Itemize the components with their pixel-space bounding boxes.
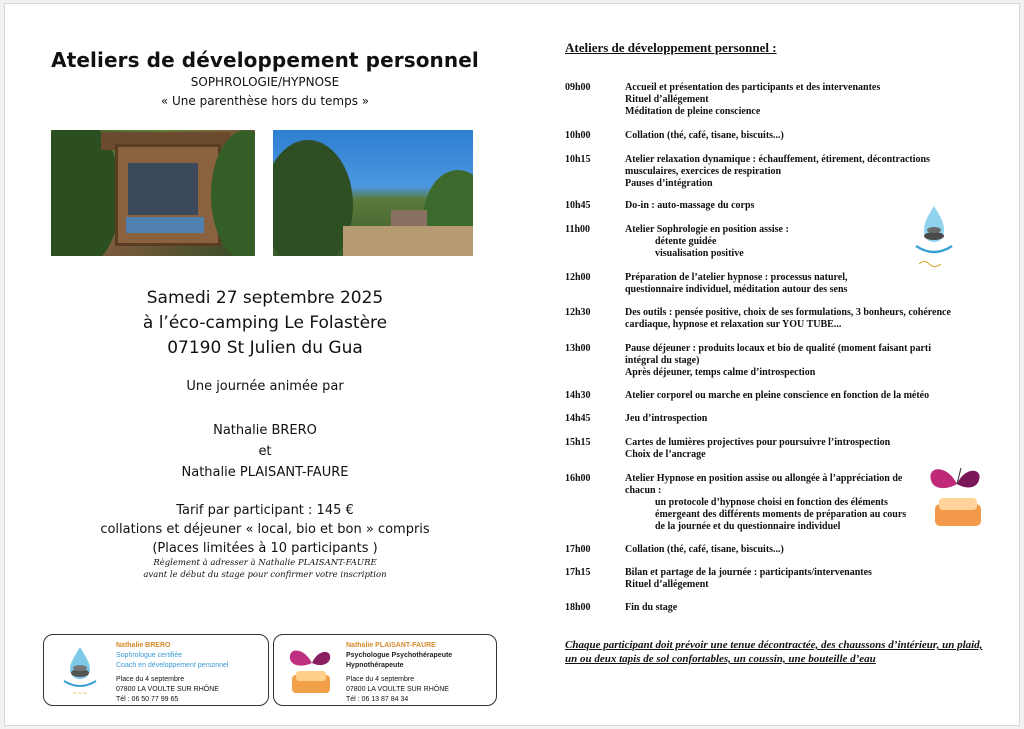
program-description	[625, 154, 985, 190]
program-time: 10h15	[565, 154, 591, 165]
price-line: Tarif par participant : 145 €	[176, 503, 354, 518]
cabin-photo	[51, 130, 255, 256]
card-address-1: Place du 4 septembre	[346, 676, 415, 683]
program-line: Préparation de l’atelier hypnose : processus naturel,	[625, 272, 848, 283]
program-line: Choix de l’ancrage	[625, 449, 706, 460]
program-line: Fin du stage	[625, 602, 678, 613]
program-line: un protocole d’hypnose choisi en fonction des éléments	[655, 497, 888, 508]
date-line: Samedi 27 septembre 2025	[146, 288, 384, 308]
program-line: Atelier relaxation dynamique : échauffement, étirement, décontractions	[625, 154, 930, 165]
program-time: 11h00	[565, 224, 591, 235]
card-phone: Tél : 06 50 77 99 65	[116, 696, 179, 703]
main-title: Ateliers de développement personnel	[51, 48, 479, 72]
card-name: Nathalie BRERO	[116, 642, 171, 649]
program-line: Collation (thé, café, tisane, biscuits...)	[625, 130, 784, 141]
program-description	[625, 343, 985, 379]
program-title: Ateliers de développement personnel :	[565, 40, 777, 55]
card-address-2: 07800 LA VOULTE SUR RHÔNE	[346, 686, 449, 693]
program-line: Atelier Hypnose en position assise ou allongée à l’appréciation de	[625, 473, 903, 484]
program-time: 12h30	[565, 307, 591, 318]
program-time: 18h00	[565, 602, 591, 613]
program-line: détente guidée	[655, 236, 717, 247]
program-time: 16h00	[565, 473, 591, 484]
program-description	[625, 390, 985, 402]
pricing	[5, 501, 525, 558]
program-time: 12h00	[565, 272, 591, 283]
sophrology-logo-icon	[911, 200, 957, 276]
program-line: Rituel d’allégement	[625, 579, 709, 590]
program-time: 14h45	[565, 413, 591, 424]
venue-line: à l’éco-camping Le Folastère	[142, 313, 388, 333]
hosts	[5, 420, 525, 483]
program-description	[625, 544, 985, 556]
program-description	[625, 82, 985, 118]
program-time: 15h15	[565, 437, 591, 448]
card-address-2: 07800 LA VOULTE SUR RHÔNE	[116, 686, 219, 693]
sophrology-logo-icon	[58, 643, 102, 697]
program-description	[625, 130, 985, 142]
program-line: visualisation positive	[655, 248, 744, 259]
program-panel	[545, 4, 1015, 725]
program-line: émergeant des différents moments de préparation au cours	[655, 509, 907, 520]
event-date-place	[5, 286, 525, 361]
payment-note-line: Règlement à adresser à Nathalie PLAISANT-FAURE	[153, 558, 377, 568]
svg-text:~~~: ~~~	[72, 690, 88, 697]
program-line: Collation (thé, café, tisane, biscuits...)	[625, 544, 784, 555]
equipment-note: Chaque participant doit prévoir une tenue décontractée, des chaussons d’intérieur, un plaid, un ou deux tapis de sol confortables, un coussin, une bouteille d’eau	[565, 639, 983, 665]
program-line: Rituel d’allégement	[625, 94, 709, 105]
program-line: Méditation de pleine conscience	[625, 106, 761, 117]
card-role-1: Psychologue Psychothérapeute	[346, 652, 453, 659]
program-line: cardiaque, hypnose et relaxation sur YOU TUBE...	[625, 319, 842, 330]
tagline: « Une parenthèse hors du temps »	[160, 94, 370, 108]
payment-note-line: avant le début du stage pour confirmer votre inscription	[143, 570, 387, 580]
places-line: (Places limitées à 10 participants )	[152, 541, 378, 556]
animated-by: Une journée animée par	[186, 379, 344, 394]
butterfly-icon	[921, 460, 991, 534]
camping-photo	[273, 130, 473, 256]
card-role-1: Sophrologue certifiée	[116, 652, 183, 659]
program-line: Atelier corporel ou marche en pleine conscience en fonction de la météo	[625, 390, 930, 401]
program-line: Accueil et présentation des participants et des intervenantes	[625, 82, 881, 93]
program-line: Après déjeuner, temps calme d’introspection	[625, 367, 816, 378]
left-panel	[5, 4, 525, 725]
card-name: Nathalie PLAISANT-FAURE	[346, 642, 436, 649]
program-line: Des outils : pensée positive, choix de ses formulations, 3 bonheurs, cohérence	[625, 307, 951, 318]
butterfly-logo-icon	[282, 641, 340, 699]
program-description	[625, 413, 985, 425]
program-line: Cartes de lumières projectives pour poursuivre l’introspection	[625, 437, 891, 448]
program-line: Jeu d’introspection	[625, 413, 708, 424]
program-time: 17h15	[565, 567, 591, 578]
card-phone: Tél : 06 13 87 84 34	[346, 696, 409, 703]
program-line: Do-in : auto-massage du corps	[625, 200, 755, 211]
card-role-2: Coach en développement personnel	[116, 662, 229, 669]
program-description	[625, 567, 985, 591]
program-line: Bilan et partage de la journée : participants/intervenantes	[625, 567, 872, 578]
program-time: 09h00	[565, 82, 591, 93]
program-time: 10h45	[565, 200, 591, 211]
included-line: collations et déjeuner « local, bio et bon » compris	[100, 522, 430, 537]
program-line: musculaires, exercices de respiration	[625, 166, 782, 177]
program-description	[625, 307, 985, 331]
program-time: 17h00	[565, 544, 591, 555]
flyer-page	[4, 3, 1020, 726]
program-line: de la journée et du questionnaire individuel	[655, 521, 841, 532]
program-line: intégral du stage)	[625, 355, 700, 366]
program-time: 14h30	[565, 390, 591, 401]
program-line: Atelier Sophrologie en position assise :	[625, 224, 789, 235]
card-role-2: Hypnothérapeute	[346, 662, 404, 669]
program-line: Pauses d’intégration	[625, 178, 713, 189]
business-card-plaisant-faure	[273, 634, 497, 706]
program-line: chacun :	[625, 485, 662, 496]
program-description	[625, 437, 985, 461]
town-line: 07190 St Julien du Gua	[167, 338, 363, 358]
host-1: Nathalie BRERO	[213, 423, 317, 438]
program-time: 13h00	[565, 343, 591, 354]
program-time: 10h00	[565, 130, 591, 141]
program-description	[625, 602, 985, 614]
business-card-brero	[43, 634, 269, 706]
subtitle: SOPHROLOGIE/HYPNOSE	[190, 75, 340, 89]
and-text: et	[258, 444, 272, 459]
program-line: questionnaire individuel, méditation autour des sens	[625, 284, 848, 295]
card-address-1: Place du 4 septembre	[116, 676, 185, 683]
host-2: Nathalie PLAISANT-FAURE	[181, 465, 349, 480]
payment-note	[5, 557, 525, 581]
program-line: Pause déjeuner : produits locaux et bio de qualité (moment faisant parti	[625, 343, 932, 354]
